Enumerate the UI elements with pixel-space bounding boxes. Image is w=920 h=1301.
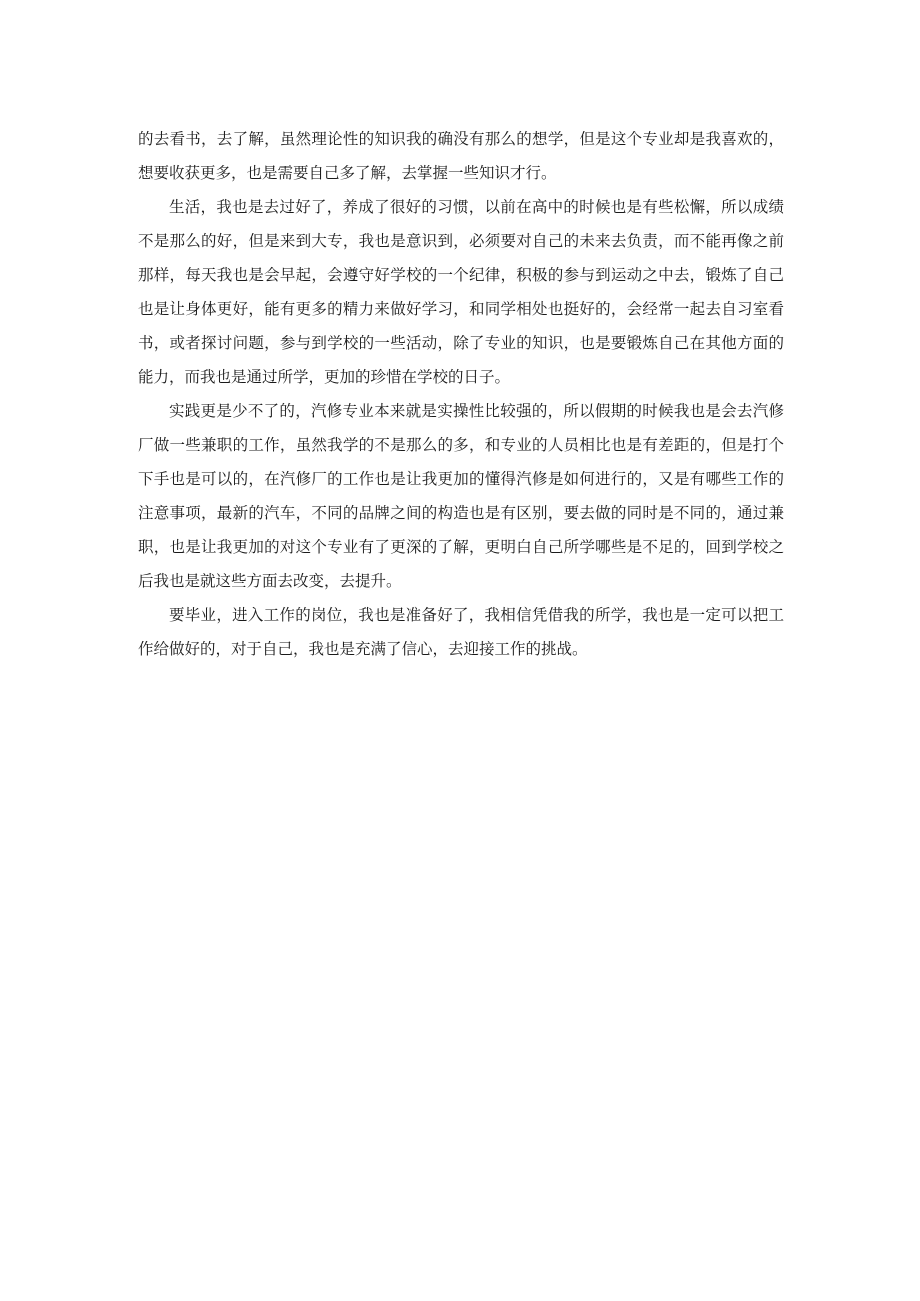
paragraph-2: 生活，我也是去过好了，养成了很好的习惯，以前在高中的时候也是有些松懈，所以成绩不是那么的好，但是来到大专，我也是意识到，必须要对自己的未来去负责，而不能再像之前那样，每天我也是会早起，会遵守好学校的一个纪律，积极的参与到运动之中去，锻炼了自己也是让身体更好，能有更多的精力来做好学习，和同学相处也挺好的，会经常一起去自习室看书，或者探讨问题，参与到学校的一些活动，除了专业的知识，也是要锻炼自己在其他方面的能力，而我也是通过所学，更加的珍惜在学校的日子。 xyxy=(138,198,784,386)
paragraph-3: 实践更是少不了的，汽修专业本来就是实操性比较强的，所以假期的时候我也是会去汽修厂做一些兼职的工作，虽然我学的不是那么的多，和专业的人员相比也是有差距的，但是打个下手也是可以的，在汽修厂的工作也是让我更加的懂得汽修是如何进行的，又是有哪些工作的注意事项，最新的汽车，不同的品牌之间的构造也是有区别，要去做的同时是不同的，通过兼职，也是让我更加的对这个专业有了更深的了解，更明白自己所学哪些是不足的，回到学校之后我也是就这些方面去改变，去提升。 xyxy=(138,402,784,590)
paragraph-4: 要毕业，进入工作的岗位，我也是准备好了，我相信凭借我的所学，我也是一定可以把工作给做好的，对于自己，我也是充满了信心，去迎接工作的挑战。 xyxy=(138,606,784,658)
paragraph-1: 的去看书，去了解，虽然理论性的知识我的确没有那么的想学，但是这个专业却是我喜欢的，想要收获更多，也是需要自己多了解，去掌握一些知识才行。 xyxy=(138,130,784,182)
document-body xyxy=(138,122,784,666)
